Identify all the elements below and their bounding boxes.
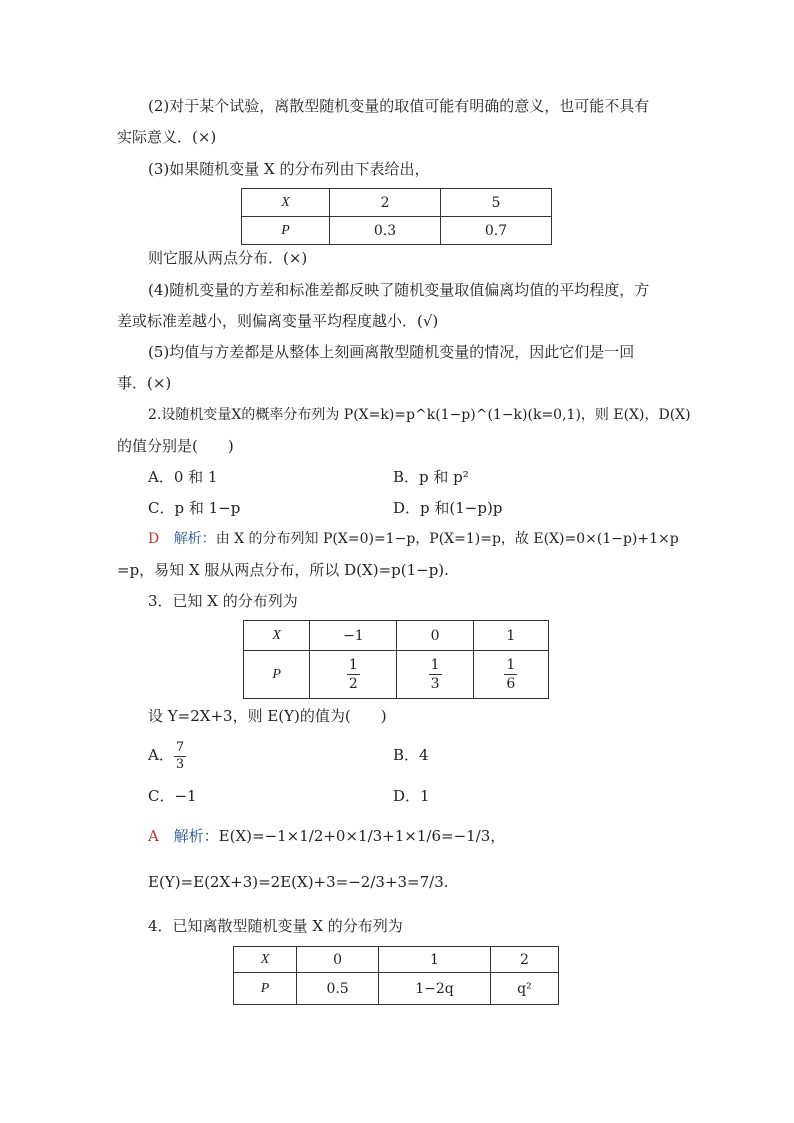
q3-option-c: C．−1 [148, 787, 197, 805]
q3-option-d: D．1 [393, 787, 430, 805]
table-cell: q² [490, 973, 558, 1005]
q3-option-b: B．4 [393, 746, 429, 764]
distribution-table-s3 [241, 188, 552, 245]
q3-analysis-line1 [148, 826, 505, 846]
table-cell: 0 [397, 621, 473, 651]
table-cell: 5 [441, 189, 552, 217]
table-cell: 2 [490, 947, 558, 973]
distribution-table-q4 [233, 946, 559, 1005]
table-cell: P [244, 651, 310, 699]
distribution-table-q3 [243, 620, 549, 699]
statement-5-line2: 事．(×) [117, 374, 172, 392]
table-cell: 2 [330, 189, 441, 217]
q3-analysis-label: 解析： [173, 827, 219, 845]
q3-stem: 3．已知 X 的分布列为 [148, 592, 298, 610]
q3-line2: 设 Y=2X+3，则 E(Y)的值为( ) [148, 707, 387, 725]
table-cell: −1 [310, 621, 397, 651]
q3-analysis-text: E(X)=−1×1/2+0×1/3+1×1/6=−1/3， [218, 827, 506, 845]
statement-2-line1: (2)对于某个试验，离散型随机变量的取值可能有明确的意义，也可能不具有 [148, 97, 650, 115]
statement-4-line2: 差或标准差越小，则偏离变量平均程度越小．(√) [117, 312, 439, 330]
q2-answer: D [148, 531, 160, 547]
table-cell: 0.7 [441, 217, 552, 245]
q4-stem: 4．已知离散型随机变量 X 的分布列为 [148, 917, 403, 935]
table-cell: 1−2q [379, 973, 491, 1005]
statement-5-line1: (5)均值与方差都是从整体上刻画离散型随机变量的情况，因此它们是一回 [148, 343, 635, 361]
q2-analysis-text: 由 X 的分布列知 P(X=0)=1−p，P(X=1)=p，故 E(X)=0×(1−p)+1×p [215, 531, 679, 547]
q2-analysis-label: 解析： [173, 531, 216, 547]
q2-analysis-line1 [148, 529, 679, 549]
statement-3-line1: (3)如果随机变量 X 的分布列由下表给出， [148, 160, 430, 178]
q2-option-a: A．0 和 1 [148, 468, 218, 486]
table-cell: $\frac{1}{3}$ [397, 651, 473, 699]
table-cell: $\frac{1}{2}$ [310, 651, 397, 699]
q2-stem-line2: 的值分别是( ) [117, 437, 234, 455]
table-cell: 0.5 [297, 973, 379, 1005]
table-cell: X [234, 947, 297, 973]
table-cell: X [242, 189, 330, 217]
table-cell: P [234, 973, 297, 1005]
q3-answer: A [148, 827, 159, 845]
q2-option-b: B．p 和 p² [393, 468, 469, 486]
q2-option-c: C．p 和 1−p [148, 499, 241, 517]
table-cell: $\frac{1}{6}$ [473, 651, 548, 699]
q2-analysis-line2: =p，易知 X 服从两点分布，所以 D(X)=p(1−p). [117, 561, 449, 579]
q3-option-a: A． $\frac{7}{3}$ [148, 739, 185, 772]
statement-3-line2: 则它服从两点分布．(×) [148, 249, 308, 267]
table-cell: 0.3 [330, 217, 441, 245]
q2-stem-line1: 2.设随机变量X的概率分布列为 P(X=k)=p^k(1−p)^(1−k)(k=0,1)，则 E(X)，D(X) [148, 407, 691, 423]
table-cell: 1 [473, 621, 548, 651]
table-cell: 1 [379, 947, 491, 973]
statement-4-line1: (4)随机变量的方差和标准差都反映了随机变量取值偏离均值的平均程度，方 [148, 281, 650, 299]
q3-analysis-line2: E(Y)=E(2X+3)=2E(X)+3=−2/3+3=7/3. [148, 873, 449, 891]
q2-option-d: D．p 和(1−p)p [393, 499, 503, 517]
table-cell: 0 [297, 947, 379, 973]
table-cell: X [244, 621, 310, 651]
table-cell: P [242, 217, 330, 245]
statement-2-line2: 实际意义．(×) [117, 128, 217, 146]
